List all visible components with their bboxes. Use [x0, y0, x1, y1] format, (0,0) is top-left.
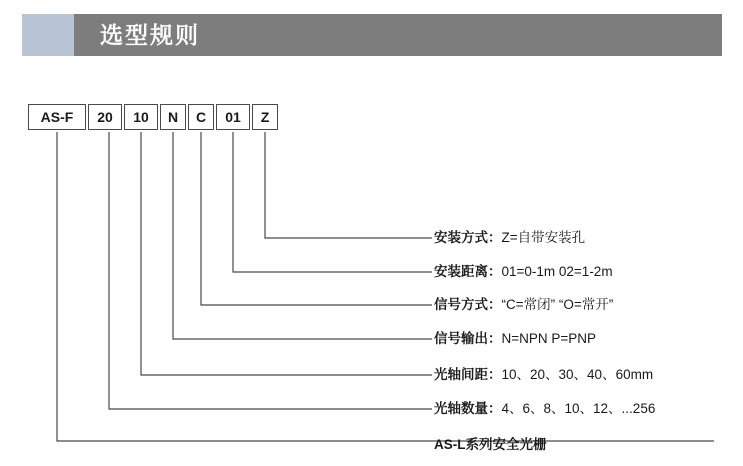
desc-signal-mode-value: “C=常闭” “O=常开”	[501, 297, 614, 312]
desc-beam-count-key: 光轴数量：	[434, 401, 502, 416]
header-accent-block	[22, 14, 74, 56]
desc-signal-mode	[434, 297, 613, 313]
desc-beam-pitch-value: 10、20、30、40、60mm	[501, 367, 654, 382]
desc-beam-pitch	[434, 367, 653, 383]
code-box-series: AS-F	[28, 104, 86, 130]
desc-beam-pitch-key: 光轴间距：	[434, 367, 502, 382]
desc-signal-output-value: N=NPN P=PNP	[501, 331, 597, 346]
desc-mount-type-value: Z=自带安装孔	[501, 230, 586, 245]
desc-signal-output	[434, 331, 596, 347]
desc-distance-key: 安装距离：	[434, 264, 502, 279]
code-box-signal-output: N	[160, 104, 186, 130]
code-box-mount-type: Z	[252, 104, 278, 130]
desc-distance-value: 01=0-1m 02=1-2m	[501, 264, 613, 279]
series-label: AS-L系列安全光栅	[434, 437, 547, 452]
desc-beam-count-value: 4、6、8、10、12、...256	[501, 401, 656, 416]
desc-signal-mode-key: 信号方式：	[434, 297, 502, 312]
desc-distance	[434, 264, 613, 280]
code-box-beam-count: 20	[88, 104, 122, 130]
code-box-signal-mode: C	[188, 104, 214, 130]
desc-signal-output-key: 信号输出：	[434, 331, 502, 346]
desc-beam-count	[434, 401, 655, 417]
desc-mount-type	[434, 230, 585, 246]
code-box-distance: 01	[216, 104, 250, 130]
page-header	[22, 14, 722, 56]
code-box-beam-pitch: 10	[124, 104, 158, 130]
desc-mount-type-key: 安装方式：	[434, 230, 502, 245]
page-title: 选型规则	[100, 22, 200, 48]
